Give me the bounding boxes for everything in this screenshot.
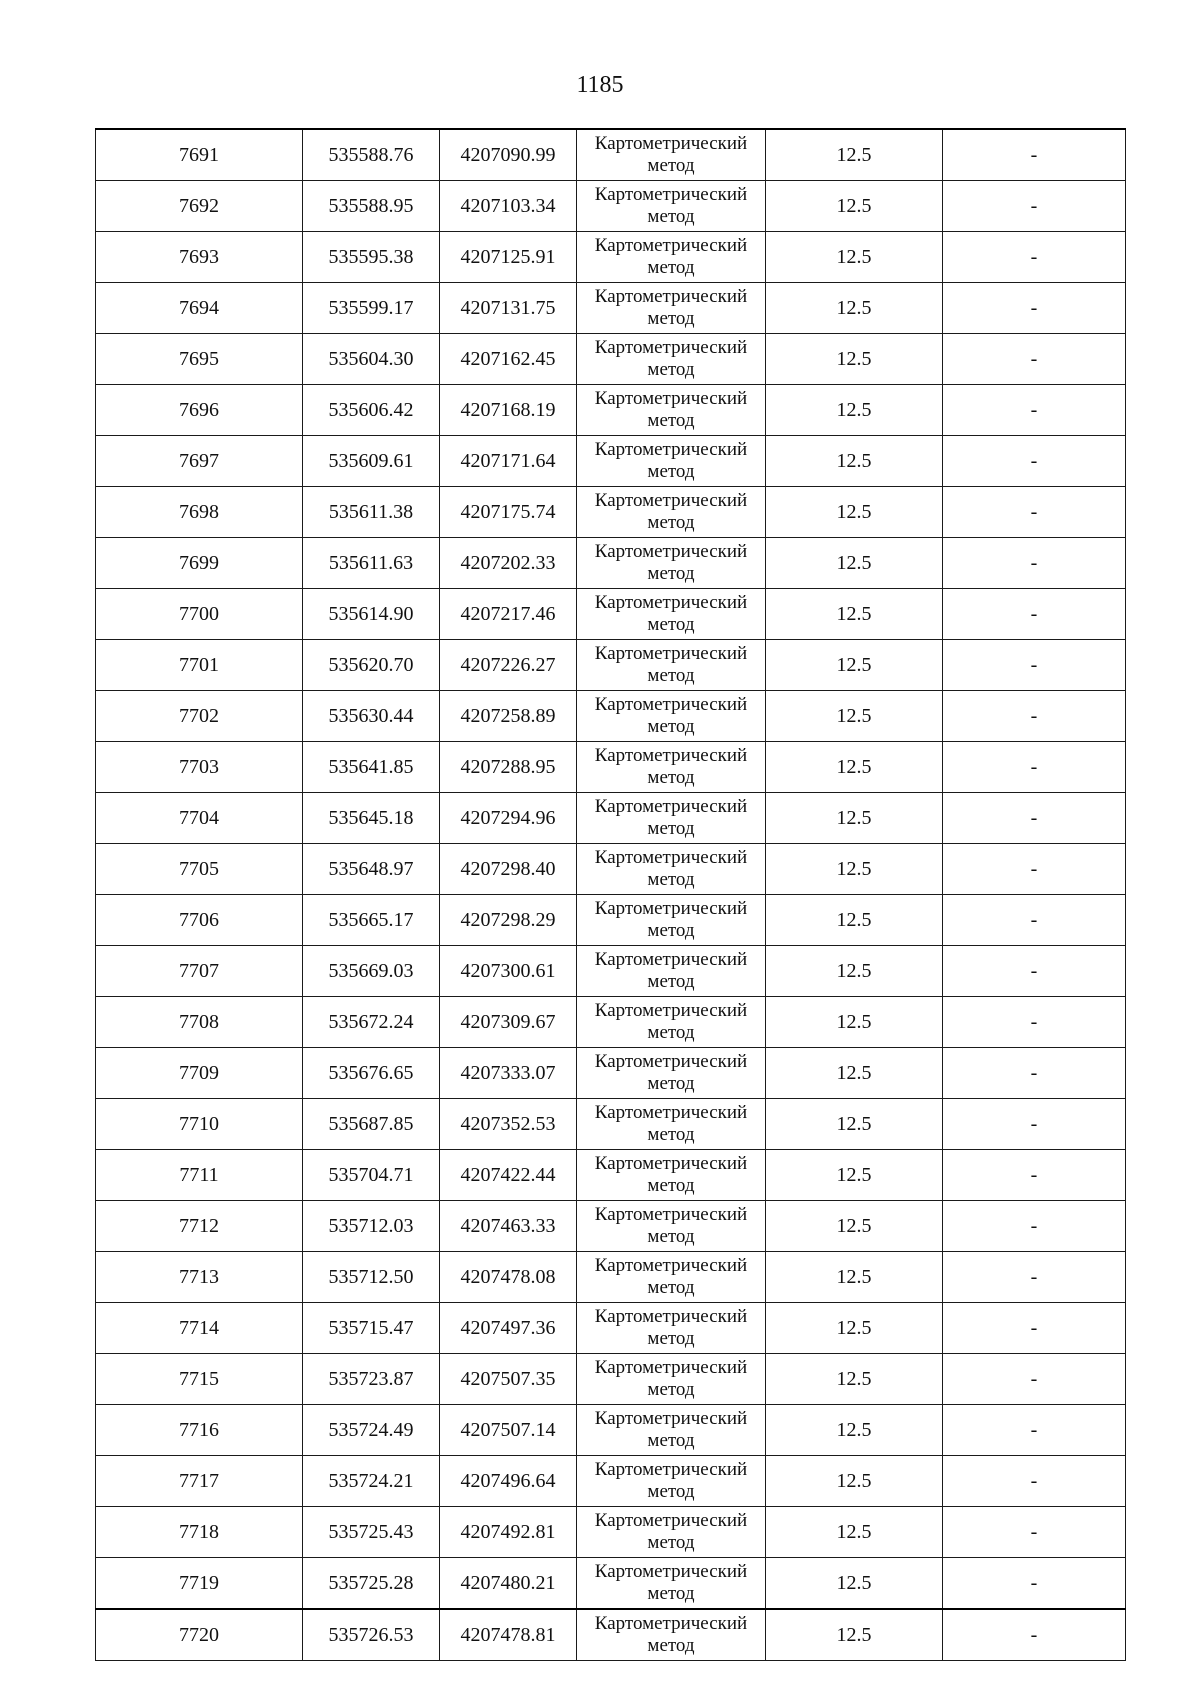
accuracy-cell: 12.5 <box>766 1558 943 1610</box>
x-coordinate-cell: 535665.17 <box>303 895 440 946</box>
y-coordinate-cell: 4207202.33 <box>440 538 577 589</box>
method-label-line2: метод <box>647 716 695 737</box>
method-cell <box>577 742 766 793</box>
y-coordinate-cell: 4207226.27 <box>440 640 577 691</box>
accuracy-cell: 12.5 <box>766 997 943 1048</box>
method-label-line1: Картометрический <box>594 694 748 715</box>
x-coordinate-cell: 535588.76 <box>303 129 440 181</box>
method-label-line1: Картометрический <box>594 1051 748 1072</box>
table-row <box>96 129 1126 181</box>
point-number-cell: 7710 <box>96 1099 303 1150</box>
point-number-cell: 7715 <box>96 1354 303 1405</box>
y-coordinate-cell: 4207168.19 <box>440 385 577 436</box>
point-number-cell: 7720 <box>96 1609 303 1661</box>
method-label-line1: Картометрический <box>594 796 748 817</box>
note-cell: - <box>943 1558 1126 1610</box>
accuracy-cell: 12.5 <box>766 946 943 997</box>
x-coordinate-cell: 535588.95 <box>303 181 440 232</box>
x-coordinate-cell: 535672.24 <box>303 997 440 1048</box>
method-label-line2: метод <box>647 1430 695 1451</box>
method-cell <box>577 538 766 589</box>
y-coordinate-cell: 4207103.34 <box>440 181 577 232</box>
method-label-line1: Картометрический <box>594 1000 748 1021</box>
method-label-line2: метод <box>647 1481 695 1502</box>
x-coordinate-cell: 535712.03 <box>303 1201 440 1252</box>
point-number-cell: 7706 <box>96 895 303 946</box>
y-coordinate-cell: 4207309.67 <box>440 997 577 1048</box>
method-label-line2: метод <box>647 155 695 176</box>
method-cell <box>577 1456 766 1507</box>
x-coordinate-cell: 535630.44 <box>303 691 440 742</box>
method-label-line1: Картометрический <box>594 847 748 868</box>
accuracy-cell: 12.5 <box>766 742 943 793</box>
method-cell <box>577 946 766 997</box>
x-coordinate-cell: 535620.70 <box>303 640 440 691</box>
y-coordinate-cell: 4207090.99 <box>440 129 577 181</box>
accuracy-cell: 12.5 <box>766 691 943 742</box>
method-cell <box>577 793 766 844</box>
method-cell <box>577 487 766 538</box>
note-cell: - <box>943 1252 1126 1303</box>
note-cell: - <box>943 436 1126 487</box>
method-label-line2: метод <box>647 1226 695 1247</box>
y-coordinate-cell: 4207162.45 <box>440 334 577 385</box>
y-coordinate-cell: 4207478.81 <box>440 1609 577 1661</box>
accuracy-cell: 12.5 <box>766 1405 943 1456</box>
y-coordinate-cell: 4207217.46 <box>440 589 577 640</box>
accuracy-cell: 12.5 <box>766 487 943 538</box>
method-label-line1: Картометрический <box>594 592 748 613</box>
x-coordinate-cell: 535687.85 <box>303 1099 440 1150</box>
coordinates-table <box>95 128 1126 1661</box>
x-coordinate-cell: 535609.61 <box>303 436 440 487</box>
note-cell: - <box>943 946 1126 997</box>
y-coordinate-cell: 4207171.64 <box>440 436 577 487</box>
method-label-line1: Картометрический <box>594 337 748 358</box>
method-cell <box>577 691 766 742</box>
method-label-line2: метод <box>647 614 695 635</box>
table-row <box>96 1048 1126 1099</box>
method-label-line2: метод <box>647 257 695 278</box>
point-number-cell: 7709 <box>96 1048 303 1099</box>
method-label-line1: Картометрический <box>594 745 748 766</box>
method-label-line2: метод <box>647 1583 695 1604</box>
method-cell <box>577 283 766 334</box>
table-row <box>96 538 1126 589</box>
y-coordinate-cell: 4207294.96 <box>440 793 577 844</box>
table-row <box>96 232 1126 283</box>
x-coordinate-cell: 535715.47 <box>303 1303 440 1354</box>
method-label-line1: Картометрический <box>594 1357 748 1378</box>
method-label-line1: Картометрический <box>594 388 748 409</box>
x-coordinate-cell: 535724.21 <box>303 1456 440 1507</box>
note-cell: - <box>943 793 1126 844</box>
method-cell <box>577 1252 766 1303</box>
accuracy-cell: 12.5 <box>766 1048 943 1099</box>
y-coordinate-cell: 4207507.35 <box>440 1354 577 1405</box>
method-label-line1: Картометрический <box>594 1153 748 1174</box>
point-number-cell: 7708 <box>96 997 303 1048</box>
method-label-line1: Картометрический <box>594 1408 748 1429</box>
note-cell: - <box>943 997 1126 1048</box>
x-coordinate-cell: 535645.18 <box>303 793 440 844</box>
note-cell: - <box>943 1354 1126 1405</box>
point-number-cell: 7719 <box>96 1558 303 1610</box>
table-row <box>96 895 1126 946</box>
accuracy-cell: 12.5 <box>766 844 943 895</box>
note-cell: - <box>943 844 1126 895</box>
method-label-line2: метод <box>647 410 695 431</box>
method-label-line1: Картометрический <box>594 1102 748 1123</box>
point-number-cell: 7711 <box>96 1150 303 1201</box>
accuracy-cell: 12.5 <box>766 283 943 334</box>
method-label-line1: Картометрический <box>594 1561 748 1582</box>
table-row <box>96 487 1126 538</box>
accuracy-cell: 12.5 <box>766 129 943 181</box>
accuracy-cell: 12.5 <box>766 538 943 589</box>
y-coordinate-cell: 4207175.74 <box>440 487 577 538</box>
y-coordinate-cell: 4207478.08 <box>440 1252 577 1303</box>
method-label-line2: метод <box>647 1124 695 1145</box>
method-label-line2: метод <box>647 512 695 533</box>
x-coordinate-cell: 535712.50 <box>303 1252 440 1303</box>
method-cell <box>577 1150 766 1201</box>
x-coordinate-cell: 535611.38 <box>303 487 440 538</box>
y-coordinate-cell: 4207125.91 <box>440 232 577 283</box>
accuracy-cell: 12.5 <box>766 1354 943 1405</box>
note-cell: - <box>943 1507 1126 1558</box>
method-label-line2: метод <box>647 920 695 941</box>
method-cell <box>577 1201 766 1252</box>
method-cell <box>577 589 766 640</box>
method-cell <box>577 436 766 487</box>
y-coordinate-cell: 4207352.53 <box>440 1099 577 1150</box>
x-coordinate-cell: 535641.85 <box>303 742 440 793</box>
point-number-cell: 7697 <box>96 436 303 487</box>
method-cell <box>577 129 766 181</box>
y-coordinate-cell: 4207507.14 <box>440 1405 577 1456</box>
x-coordinate-cell: 535726.53 <box>303 1609 440 1661</box>
note-cell: - <box>943 1609 1126 1661</box>
table-row <box>96 1558 1126 1610</box>
point-number-cell: 7692 <box>96 181 303 232</box>
method-label-line2: метод <box>647 1073 695 1094</box>
x-coordinate-cell: 535606.42 <box>303 385 440 436</box>
method-cell <box>577 1099 766 1150</box>
x-coordinate-cell: 535725.28 <box>303 1558 440 1610</box>
point-number-cell: 7705 <box>96 844 303 895</box>
table-row <box>96 1354 1126 1405</box>
table-row <box>96 1150 1126 1201</box>
x-coordinate-cell: 535599.17 <box>303 283 440 334</box>
method-label-line1: Картометрический <box>594 1306 748 1327</box>
x-coordinate-cell: 535724.49 <box>303 1405 440 1456</box>
point-number-cell: 7713 <box>96 1252 303 1303</box>
x-coordinate-cell: 535676.65 <box>303 1048 440 1099</box>
method-label-line1: Картометрический <box>594 1204 748 1225</box>
table-row <box>96 997 1126 1048</box>
accuracy-cell: 12.5 <box>766 895 943 946</box>
method-label-line2: метод <box>647 461 695 482</box>
note-cell: - <box>943 283 1126 334</box>
table-row <box>96 1303 1126 1354</box>
note-cell: - <box>943 1048 1126 1099</box>
method-label-line2: метод <box>647 971 695 992</box>
method-label-line2: метод <box>647 1635 695 1656</box>
method-label-line2: метод <box>647 1379 695 1400</box>
table-row <box>96 946 1126 997</box>
method-label-line2: метод <box>647 308 695 329</box>
table-row <box>96 844 1126 895</box>
point-number-cell: 7691 <box>96 129 303 181</box>
point-number-cell: 7716 <box>96 1405 303 1456</box>
method-cell <box>577 1609 766 1661</box>
table-row <box>96 1405 1126 1456</box>
method-label-line2: метод <box>647 206 695 227</box>
accuracy-cell: 12.5 <box>766 385 943 436</box>
method-cell <box>577 1048 766 1099</box>
table-row <box>96 334 1126 385</box>
method-label-line1: Картометрический <box>594 1510 748 1531</box>
method-cell <box>577 1558 766 1610</box>
note-cell: - <box>943 232 1126 283</box>
method-label-line2: метод <box>647 665 695 686</box>
method-label-line1: Картометрический <box>594 1459 748 1480</box>
y-coordinate-cell: 4207298.29 <box>440 895 577 946</box>
point-number-cell: 7714 <box>96 1303 303 1354</box>
accuracy-cell: 12.5 <box>766 1201 943 1252</box>
point-number-cell: 7695 <box>96 334 303 385</box>
accuracy-cell: 12.5 <box>766 181 943 232</box>
note-cell: - <box>943 385 1126 436</box>
method-label-line2: метод <box>647 359 695 380</box>
accuracy-cell: 12.5 <box>766 334 943 385</box>
method-label-line1: Картометрический <box>594 286 748 307</box>
accuracy-cell: 12.5 <box>766 1252 943 1303</box>
method-label-line1: Картометрический <box>594 1255 748 1276</box>
method-label-line2: метод <box>647 767 695 788</box>
method-label-line2: метод <box>647 1022 695 1043</box>
note-cell: - <box>943 1456 1126 1507</box>
method-label-line2: метод <box>647 1328 695 1349</box>
accuracy-cell: 12.5 <box>766 793 943 844</box>
method-label-line1: Картометрический <box>594 184 748 205</box>
method-label-line2: метод <box>647 1532 695 1553</box>
y-coordinate-cell: 4207258.89 <box>440 691 577 742</box>
y-coordinate-cell: 4207333.07 <box>440 1048 577 1099</box>
point-number-cell: 7694 <box>96 283 303 334</box>
table-row <box>96 691 1126 742</box>
method-label-line1: Картометрический <box>594 949 748 970</box>
table-row <box>96 385 1126 436</box>
method-cell <box>577 232 766 283</box>
method-cell <box>577 1354 766 1405</box>
method-label-line2: метод <box>647 563 695 584</box>
note-cell: - <box>943 129 1126 181</box>
x-coordinate-cell: 535669.03 <box>303 946 440 997</box>
point-number-cell: 7704 <box>96 793 303 844</box>
x-coordinate-cell: 535595.38 <box>303 232 440 283</box>
table-row <box>96 1507 1126 1558</box>
method-cell <box>577 895 766 946</box>
method-label-line1: Картометрический <box>594 235 748 256</box>
y-coordinate-cell: 4207131.75 <box>440 283 577 334</box>
table-row <box>96 589 1126 640</box>
table-row <box>96 436 1126 487</box>
y-coordinate-cell: 4207288.95 <box>440 742 577 793</box>
point-number-cell: 7703 <box>96 742 303 793</box>
point-number-cell: 7712 <box>96 1201 303 1252</box>
note-cell: - <box>943 1405 1126 1456</box>
note-cell: - <box>943 1099 1126 1150</box>
note-cell: - <box>943 1303 1126 1354</box>
accuracy-cell: 12.5 <box>766 1150 943 1201</box>
point-number-cell: 7693 <box>96 232 303 283</box>
accuracy-cell: 12.5 <box>766 1456 943 1507</box>
method-cell <box>577 385 766 436</box>
method-label-line2: метод <box>647 869 695 890</box>
accuracy-cell: 12.5 <box>766 589 943 640</box>
method-cell <box>577 997 766 1048</box>
point-number-cell: 7707 <box>96 946 303 997</box>
point-number-cell: 7699 <box>96 538 303 589</box>
note-cell: - <box>943 1150 1126 1201</box>
point-number-cell: 7718 <box>96 1507 303 1558</box>
method-cell <box>577 640 766 691</box>
table-row <box>96 742 1126 793</box>
note-cell: - <box>943 1201 1126 1252</box>
method-cell <box>577 181 766 232</box>
point-number-cell: 7717 <box>96 1456 303 1507</box>
y-coordinate-cell: 4207298.40 <box>440 844 577 895</box>
note-cell: - <box>943 895 1126 946</box>
note-cell: - <box>943 742 1126 793</box>
note-cell: - <box>943 589 1126 640</box>
x-coordinate-cell: 535723.87 <box>303 1354 440 1405</box>
table-row <box>96 283 1126 334</box>
note-cell: - <box>943 181 1126 232</box>
table-row <box>96 793 1126 844</box>
accuracy-cell: 12.5 <box>766 1609 943 1661</box>
method-label-line2: метод <box>647 818 695 839</box>
point-number-cell: 7696 <box>96 385 303 436</box>
accuracy-cell: 12.5 <box>766 1507 943 1558</box>
method-label-line1: Картометрический <box>594 133 748 154</box>
x-coordinate-cell: 535725.43 <box>303 1507 440 1558</box>
method-label-line1: Картометрический <box>594 541 748 562</box>
method-cell <box>577 1405 766 1456</box>
note-cell: - <box>943 334 1126 385</box>
point-number-cell: 7698 <box>96 487 303 538</box>
table-row <box>96 1609 1126 1661</box>
x-coordinate-cell: 535604.30 <box>303 334 440 385</box>
y-coordinate-cell: 4207480.21 <box>440 1558 577 1610</box>
note-cell: - <box>943 691 1126 742</box>
method-label-line1: Картометрический <box>594 439 748 460</box>
method-cell <box>577 844 766 895</box>
x-coordinate-cell: 535614.90 <box>303 589 440 640</box>
note-cell: - <box>943 538 1126 589</box>
table-row <box>96 1252 1126 1303</box>
x-coordinate-cell: 535704.71 <box>303 1150 440 1201</box>
note-cell: - <box>943 487 1126 538</box>
accuracy-cell: 12.5 <box>766 232 943 283</box>
point-number-cell: 7700 <box>96 589 303 640</box>
method-cell <box>577 1507 766 1558</box>
accuracy-cell: 12.5 <box>766 1303 943 1354</box>
table-row <box>96 640 1126 691</box>
y-coordinate-cell: 4207300.61 <box>440 946 577 997</box>
y-coordinate-cell: 4207422.44 <box>440 1150 577 1201</box>
y-coordinate-cell: 4207496.64 <box>440 1456 577 1507</box>
point-number-cell: 7702 <box>96 691 303 742</box>
accuracy-cell: 12.5 <box>766 436 943 487</box>
method-label-line1: Картометрический <box>594 643 748 664</box>
point-number-cell: 7701 <box>96 640 303 691</box>
y-coordinate-cell: 4207463.33 <box>440 1201 577 1252</box>
y-coordinate-cell: 4207497.36 <box>440 1303 577 1354</box>
x-coordinate-cell: 535648.97 <box>303 844 440 895</box>
page-number: 1185 <box>576 72 624 98</box>
method-label-line1: Картометрический <box>594 1613 748 1634</box>
accuracy-cell: 12.5 <box>766 640 943 691</box>
accuracy-cell: 12.5 <box>766 1099 943 1150</box>
method-label-line1: Картометрический <box>594 490 748 511</box>
table-body <box>96 129 1126 1661</box>
table-row <box>96 1201 1126 1252</box>
table-row <box>96 1099 1126 1150</box>
method-label-line1: Картометрический <box>594 898 748 919</box>
method-cell <box>577 334 766 385</box>
table-row <box>96 1456 1126 1507</box>
method-label-line2: метод <box>647 1175 695 1196</box>
method-label-line2: метод <box>647 1277 695 1298</box>
note-cell: - <box>943 640 1126 691</box>
x-coordinate-cell: 535611.63 <box>303 538 440 589</box>
y-coordinate-cell: 4207492.81 <box>440 1507 577 1558</box>
method-cell <box>577 1303 766 1354</box>
table-row <box>96 181 1126 232</box>
